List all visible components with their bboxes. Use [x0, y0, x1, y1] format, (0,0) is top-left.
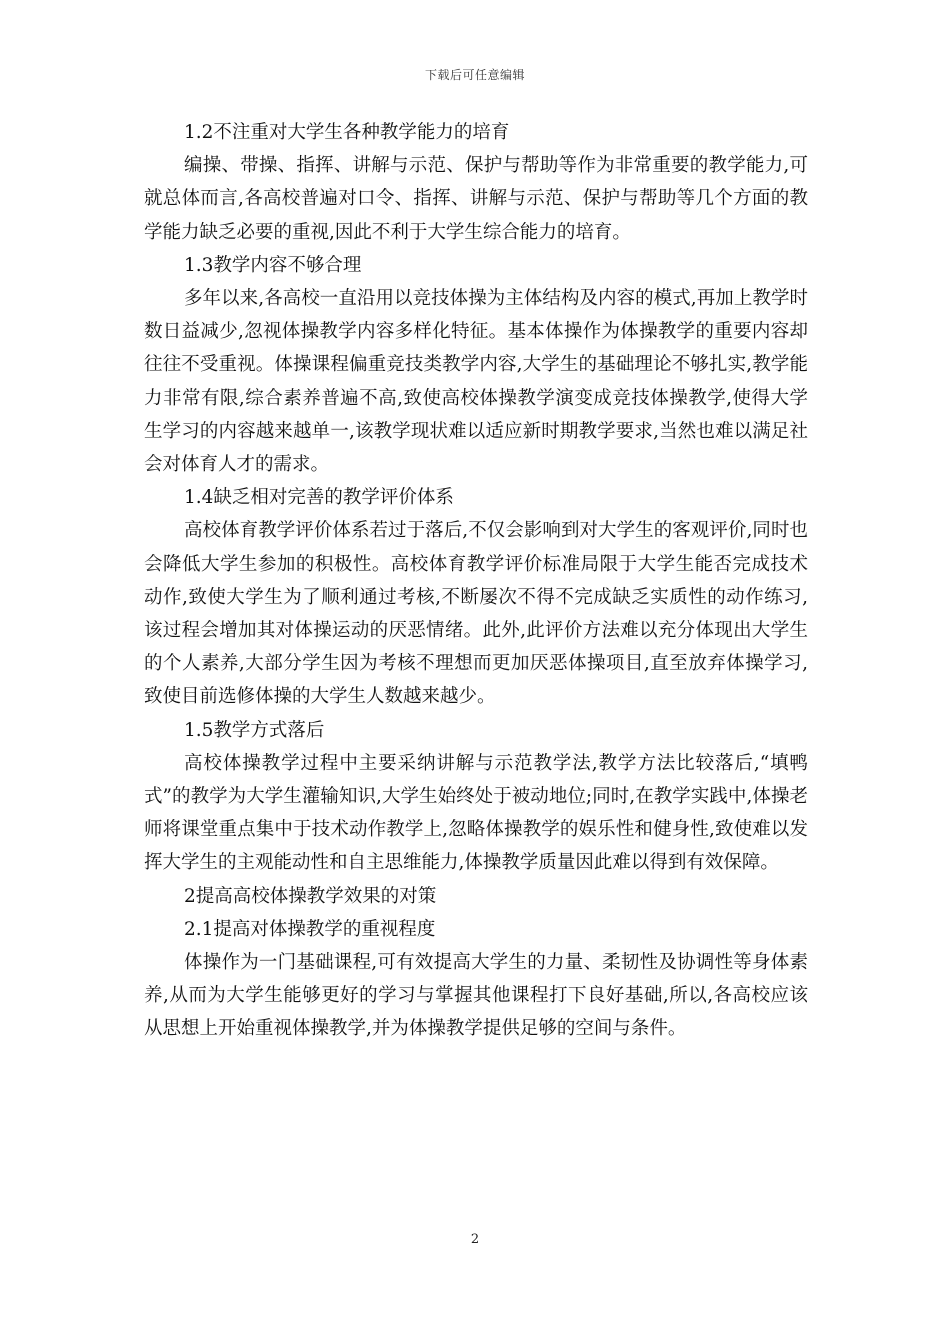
paragraph: 多年以来,各高校一直沿用以竞技体操为主体结构及内容的模式,再加上教学时数日益减少,忽视体操教学内容多样化特征。基本体操作为体操教学的重要内容却往往不受重视。体操课程偏重竞技类教学内容,大学生的基础理论不够扎实,教学能力非常有限,综合素养普遍不高,致使高校体操教学演变成竞技体操教学,使得大学生学习的内容越来越单一,该教学现状难以适应新时期教学要求,当然也难以满足社会对体育人才的需求。	[144, 288, 808, 476]
page-number: 2	[470, 1232, 480, 1247]
section-heading-2: 2提高高校体操教学效果的对策	[184, 885, 437, 907]
section-heading-1-4: 1.4缺乏相对完善的教学评价体系	[184, 487, 454, 509]
page-header: 下载后可任意编辑	[424, 68, 525, 82]
paragraph: 高校体操教学过程中主要采纳讲解与示范教学法,教学方法比较落后,“填鸭式”的教学为大学生灌输知识,大学生始终处于被动地位;同时,在教学实践中,体操老师将课堂重点集中于技术动作教学上,忽略体操教学的娱乐性和健身性,致使难以发挥大学生的主观能动性和自主思维能力,体操教学质量因此难以得到有效保障。	[144, 752, 808, 874]
paragraph: 体操作为一门基础课程,可有效提高大学生的力量、柔韧性及协调性等身体素养,从而为大学生能够更好的学习与掌握其他课程打下良好基础,所以,各高校应该从思想上开始重视体操教学,并为体操教学提供足够的空间与条件。	[144, 952, 808, 1040]
section-heading-1-2: 1.2不注重对大学生各种教学能力的培育	[184, 122, 510, 143]
section-heading-1-3: 1.3教学内容不够合理	[184, 254, 362, 276]
paragraph: 编操、带操、指挥、讲解与示范、保护与帮助等作为非常重要的教学能力,可就总体而言,各高校普遍对口令、指挥、讲解与示范、保护与帮助等几个方面的教学能力缺乏必要的重视,因此不利于大学生综合能力的培育。	[144, 155, 808, 243]
paragraph: 高校体育教学评价体系若过于落后,不仅会影响到对大学生的客观评价,同时也会降低大学生参加的积极性。高校体育教学评价标准局限于大学生能否完成技术动作,致使大学生为了顺利通过考核,不断屡次不得不完成缺乏实质性的动作练习,该过程会增加其对体操运动的厌恶情绪。此外,此评价方法难以充分体现出大学生的个人素养,大部分学生因为考核不理想而更加厌恶体操项目,直至放弃体操学习,致使目前选修体操的大学生人数越来越少。	[144, 520, 808, 708]
document-body	[144, 116, 808, 1046]
section-heading-1-5: 1.5教学方式落后	[184, 719, 325, 741]
section-heading-2-1: 2.1提高对体操教学的重视程度	[184, 918, 436, 940]
